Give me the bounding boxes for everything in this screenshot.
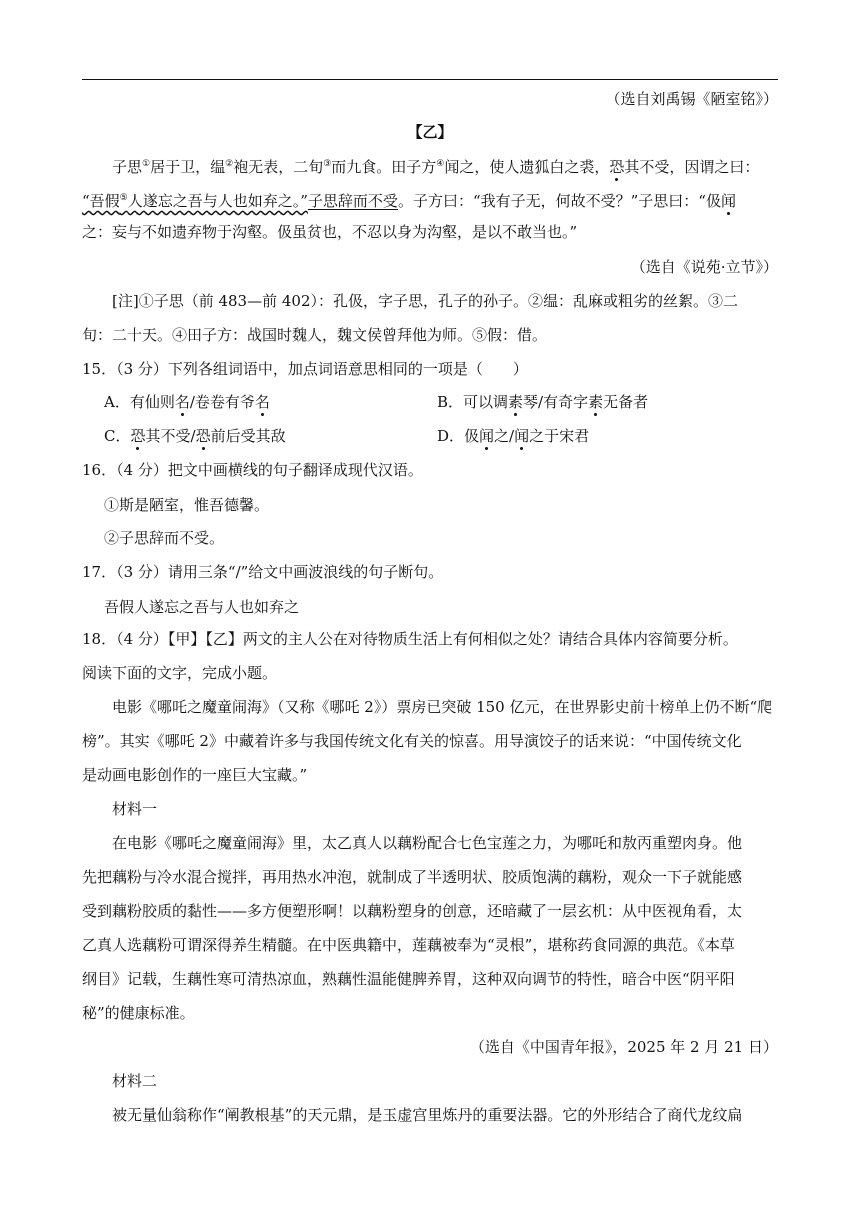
text-run: 人遂忘之吾与人也如弃之。”	[127, 192, 308, 210]
dotted-word: 恐	[130, 427, 146, 445]
footnote-mark: ④	[436, 159, 445, 169]
dotted-word: 闻	[514, 427, 530, 445]
intro-para-line-1: 电影《哪吒之魔童闹海》（又称《哪吒 2》）票房已突破 150 亿元，在世界影史前十榜单上仍不断“爬	[112, 698, 773, 716]
text-run: 而九食。田子方	[331, 158, 437, 176]
text-run: A．有仙则	[104, 393, 175, 411]
q15-option-d	[437, 425, 589, 447]
text-run: 其不受，因谓之曰：	[624, 158, 760, 176]
text-run: 前后受其敌	[210, 427, 286, 445]
text-run: 闻之，使人遗狐白之裘，	[444, 158, 610, 176]
q15-option-c	[104, 425, 286, 447]
text-run: “吾假	[82, 192, 120, 210]
question-16-stem: 16．（4 分）把文中画横线的句子翻译成现代汉语。	[82, 461, 423, 479]
material-1-line-2: 先把藕粉与冷水混合搅拌，再用热水冲泡，就制成了半透明状、胶质饱满的藕粉，观众一下子就能感	[82, 868, 743, 886]
text-run: 居于卫，缊	[150, 158, 226, 176]
text-run: 袍无表，二旬	[233, 158, 324, 176]
dotted-word: 闻	[479, 427, 495, 445]
dotted-word: 素	[508, 393, 524, 411]
note-line-1: [注]①子思（前 483—前 402）：孔伋，字子思，孔子的孙子。②缊：乱麻或粗劣的丝絮。③二	[112, 292, 739, 310]
dotted-word: 名	[174, 393, 190, 411]
material-1-line-1: 在电影《哪吒之魔童闹海》里，太乙真人以藕粉配合七色宝莲之力，为哪吒和敖丙重塑肉身。他	[112, 834, 743, 852]
source-yi: （选自《说苑·立节》）	[630, 258, 778, 276]
dotted-word: 名	[254, 393, 270, 411]
note-line-2: 旬：二十天。④田子方：战国时魏人，魏文侯曾拜他为师。⑤假：借。	[82, 326, 548, 344]
yi-text-line-1	[112, 153, 759, 178]
material-1-title: 材料一	[112, 800, 158, 818]
q16-sentence-2: ②子思辞而不受。	[104, 529, 225, 547]
dotted-word: 恐	[195, 427, 211, 445]
material-2-line-1: 被无量仙翁称作“阐教根基”的天元鼎，是玉虚宫里炼丹的重要法器。它的外形结合了商代龙纹扁	[112, 1106, 743, 1124]
text-run: 。子方曰：“我有子无，何故不受？”子思曰：“伋	[397, 192, 721, 210]
dotted-word: 素	[588, 393, 604, 411]
footnote-mark: ①	[142, 159, 151, 169]
text-run: 之于宋君	[529, 427, 590, 445]
intro-para-line-3: 是动画电影创作的一座巨大宝藏。”	[82, 766, 308, 784]
q17-sentence: 吾假人遂忘之吾与人也如弃之	[104, 598, 300, 616]
q15-option-a	[104, 391, 270, 413]
material-1-line-3: 受到藕粉胶质的黏性——多方便塑形啊！以藕粉塑身的创意，还暗藏了一层玄机：从中医视角看，太	[82, 902, 743, 920]
q16-sentence-1: ①斯是陋室，惟吾德馨。	[104, 496, 270, 514]
text-run: 之/	[494, 427, 515, 445]
text-run: /卷卷有爷	[189, 393, 255, 411]
header-rule	[82, 79, 778, 80]
intro-para-line-2: 榜”。其实《哪吒 2》中藏着许多与我国传统文化有关的惊喜。用导演饺子的话来说：“中国传统文化	[82, 732, 742, 750]
question-17-stem: 17．（3 分）请用三条“/”给文中画波浪线的句子断句。	[82, 563, 444, 581]
text-run: 子思	[112, 158, 143, 176]
footnote-mark: ⑤	[119, 193, 128, 203]
material-1-source: （选自《中国青年报》，2025 年 2 月 21 日）	[469, 1038, 778, 1056]
dotted-word: 闻	[720, 192, 736, 210]
section-title-yi: 【乙】	[407, 123, 453, 141]
underlined-sentence: 子思辞而不受	[307, 192, 398, 210]
text-run: B．可以调	[437, 393, 509, 411]
dotted-word: 恐	[609, 158, 625, 176]
q15-option-b	[437, 391, 648, 413]
question-15-stem: 15．（3 分）下列各组词语中，加点词语意思相同的一项是（ ）	[82, 360, 528, 378]
source-jia: （选自刘禹锡《陋室铭》）	[605, 90, 778, 108]
text-run: 其不受/	[145, 427, 196, 445]
yi-text-line-3: 之：妄与不如遗弃物于沟壑。伋虽贫也，不忍以身为沟壑，是以不敢当也。”	[82, 223, 578, 241]
text-run: D．伋	[437, 427, 480, 445]
text-run: 无备者	[603, 393, 649, 411]
reading-instruction: 阅读下面的文字，完成小题。	[82, 664, 278, 682]
material-2-title: 材料二	[112, 1072, 158, 1090]
material-1-line-5: 纲目》记载，生藕性寒可清热凉血，熟藕性温能健脾养胃，这种双向调节的特性，暗合中医“阴平阳	[82, 970, 735, 988]
text-run: C．	[104, 427, 131, 445]
footnote-mark: ②	[225, 159, 234, 169]
wavy-sentence	[82, 192, 308, 210]
yi-text-line-2	[82, 187, 736, 212]
material-1-line-4: 乙真人选藕粉可谓深得养生精髓。在中医典籍中，莲藕被奉为“灵根”，堪称药食同源的典范。《本草	[82, 936, 735, 954]
text-run: 琴/有奇字	[523, 393, 589, 411]
material-1-line-6: 秘”的健康标准。	[82, 1004, 195, 1022]
footnote-mark: ③	[323, 159, 332, 169]
question-18-stem: 18．（4 分）【甲】【乙】两文的主人公在对待物质生活上有何相似之处？请结合具体内容简要分析。	[82, 630, 738, 648]
